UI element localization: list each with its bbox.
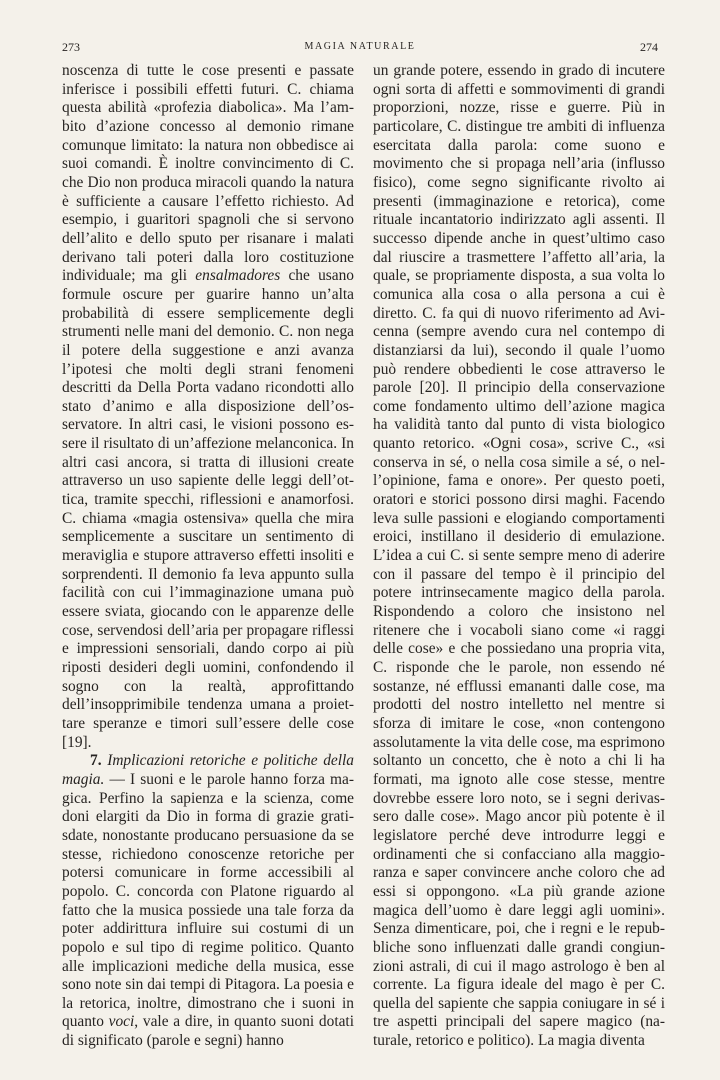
section-number: 7. bbox=[90, 752, 102, 770]
paragraph-text: un grande potere, essendo in grado di incutere ogni sorta di affetti e sommovimenti di grandi proporzioni, nozze, risse e guerre. Più in particolare, C. distingue tre ambiti di influenza esercitata dalla parola: come suono e movimento che si propaga nell’aria (influsso fisico), come segno significante rivolto ai presenti (immaginazione e retorica), come rituale incantatorio indirizzato agli assenti. Il successo dipende anche in quest’ultimo caso dal riuscire a trasmettere l’affetto all’aria, la quale, se propriamente disposta, a sua volta lo comunica alla cosa o alla persona a cui è diretto. C. fa qui di nuovo riferimento ad Avicenna (sempre avendo cura nel contempo di distanziarsi da lui), secondo il quale l’uomo può rendere obbedienti le cose attraverso le parole [20]. Il principio della conservazione come fondamento ultimo dell’azione magica ha validità tanto dal punto di vista biologico quanto retorico. «Ogni cosa», scrive C., «si conserva in sé, o nella cosa simile a sé, o nell’opinione, fama e onore». Per questo poeti, oratori e storici possono dirsi maghi. Facendo leva sulle passioni e elogiando comportamenti eroici, instillano il desiderio di emulazione. L’idea a cui C. si sente sempre meno di aderire con il passare del tempo è il principio del potere intrinsecamente magico della parola. Rispondendo a coloro che insistono nel ritenere che i vocaboli siano come «i raggi delle cose» e che possiedano una propria vita, C. risponde che le parole, non essendo né sostanze, né efflussi emananti dalle cose, ma prodotti del nostro intelletto nel mentre si sforza di imitare le cose, «non contengono assolutamente la vita delle cose, ma esprimono soltanto un concetto, che è noto a chi li ha formati, ma ignoto alle cose stesse, mentre dovrebbe essere loro noto, se i segni derivassero dalle cose». Mago ancor più potente è il legislatore perché deve introdurre leggi e ordinamenti che si confacciano alla maggioranza e saper convincere anche coloro che ad essi si oppongono. «La più grande azione magica dell’uomo è dare leggi agli uomini». Senza dimenticare, poi, che i regni e le repubbliche sono influenzati dalle grandi congiunzioni astrali, di cui il mago astrologo è ben al corrente. La figura ideale del mago è per C. quella del sapiente che sappia coniugare in sé i tre aspetti principali del sapere magico (naturale, retorico e politico). La magia diventa bbox=[373, 62, 665, 1050]
page-header bbox=[62, 40, 658, 56]
page-number-right: 274 bbox=[640, 40, 658, 54]
section-paragraph bbox=[62, 752, 354, 1051]
paragraph-continuation bbox=[62, 62, 354, 752]
italic-term: voci bbox=[108, 1013, 135, 1031]
running-title: MAGIA NATURALE bbox=[304, 41, 416, 52]
text-column-right bbox=[373, 62, 665, 1050]
italic-term: ensalmadores bbox=[195, 267, 281, 285]
paragraph-text: noscenza di tutte le cose presenti e passate inferisce i possibili effetti futuri. C. chiama questa abilità «profezia diabolica». Ma l’ambito d’azione concesso al demonio rimane comunque limitato: la natura non obbedisce ai suoi comandi. È inoltre convincimento di C. che Dio non produca miracoli quando la natura è sufficiente a causare l’effetto richiesto. Ad esempio, i guaritori spagnoli che si servono dell’alito e dello sputo per risanare i malati derivano tali poteri dalla loro costituzione individuale; ma gli bbox=[62, 62, 354, 285]
paragraph-text: — I suoni e le parole hanno forza magica. Perfino la sapienza e la scienza, come doni elargiti da Dio in forma di grazie gratisdate, nonostante producano persuasione da se stesse, richiedono conoscenze retoriche per potersi comunicare in forme accessibili al popolo. C. concorda con Platone riguardo al fatto che la musica possiede una tale forza da poter addirittura influire sui costumi di un popolo e sul tipo di regime politico. Quanto alle implicazioni mediche della musica, esse sono note sin dai tempi di Pitagora. La poesia e la retorica, inoltre, dimostrano che i suoni in quanto bbox=[62, 770, 354, 1031]
section-title: Implicazioni retoriche e politiche della magia. bbox=[62, 752, 354, 788]
paragraph-text: , vale a dire, in quanto suoni dotati di significato (parole e segni) hanno bbox=[62, 1013, 354, 1050]
text-column-left bbox=[62, 62, 354, 1050]
paragraph-text: che usano formule oscure per guarire hanno un’alta probabilità di essere semplicemente degli strumenti nelle mani del demonio. C. non nega il potere della suggestione e anzi avanza l’ipotesi che molti degli strani fenomeni descritti da Della Porta vadano ricondotti allo stato d’animo e alla disposizione dell’osservatore. In altri casi, le visioni possono essere il risultato di un’affezione melanconica. In altri casi ancora, si tratta di illusioni create attraverso un uso sapiente delle leggi dell’ottica, tramite specchi, riflessioni e anamorfosi. C. chiama «magia ostensiva» quella che mira semplicemente a suscitare un sentimento di meraviglia e stupore attraverso effetti insoliti e sorprendenti. Il demonio fa leva appunto sulla facilità con cui l’immaginazione umana può essere sviata, giocando con le apparenze delle cose, servendosi dell’aria per propagare riflessi e impressioni sensoriali, dando corpo ai più riposti desideri degli uomini, confondendo il sogno con la realtà, approfittando dell’insopprimibile tendenza umana a proiettare speranze e timori sull’essere delle cose [19]. bbox=[62, 267, 354, 751]
page-number-left: 273 bbox=[62, 40, 80, 54]
